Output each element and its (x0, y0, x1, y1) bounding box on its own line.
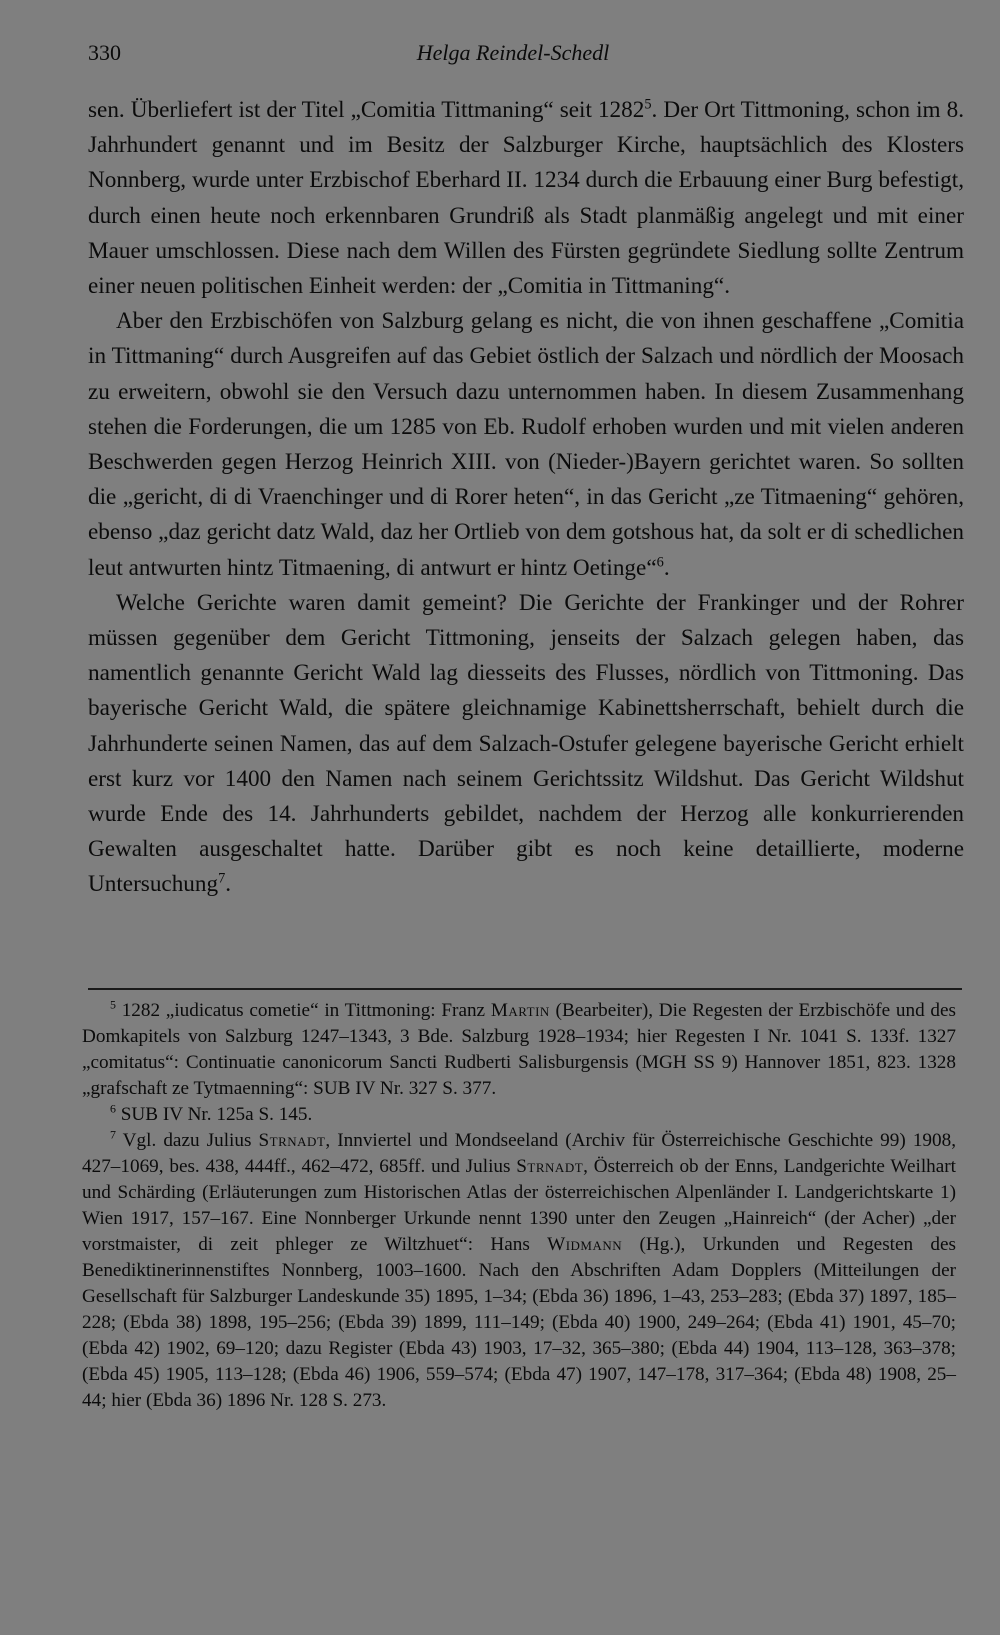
footnote-separator (88, 988, 962, 990)
footnotes (82, 998, 956, 1414)
footnote-ref-5: 5 (644, 96, 652, 113)
page-header (88, 38, 938, 68)
footnote-ref-7: 7 (218, 870, 226, 887)
footnote-7-number: 7 (110, 1127, 116, 1142)
footnote-6 (82, 1102, 956, 1128)
footnote-7-author-3: Widmann (547, 1234, 623, 1255)
footnote-7-author-2: Strnadt (516, 1156, 584, 1177)
paragraph-3-text-a: Welche Gerichte waren damit gemeint? Die Gerichte der Frankinger und der Rohrer müssen gegenüber dem Gericht Tittmoning, jenseits der Salzach gelegen haben, das namentlich genannte Gericht Wald lag diesseits des Flusses, nördlich von Tittmoning. Das bayerische Gericht Wald, die spätere gleichnamige Kabinettsherrschaft, behielt durch die Jahrhunderte seinen Namen, das auf dem Salzach-Ostufer gelegene bayerische Gericht erhielt erst kurz vor 1400 den Namen nach seinem Gerichtssitz Wildshut. Das Gericht Wildshut wurde Ende des 14. Jahrhunderts gebildet, nachdem der Herzog alle konkurrierenden Gewalten ausgeschaltet hatte. Darüber gibt es noch keine detaillierte, moderne Untersuchung (88, 589, 964, 898)
footnote-7 (82, 1128, 956, 1414)
footnote-5-text-a: 1282 „iudicatus cometie“ in Tittmoning: Franz (115, 1000, 491, 1021)
paragraph-2 (88, 304, 964, 586)
paragraph-3 (88, 586, 964, 903)
paragraph-1 (88, 93, 964, 304)
footnote-ref-6: 6 (656, 553, 664, 570)
paragraph-2-text-b: . (663, 554, 670, 581)
running-head-author: Helga Reindel-Schedl (416, 40, 610, 65)
footnote-5-number: 5 (110, 997, 116, 1012)
footnote-7-text-d: (Hg.), Urkunden und Regesten des Benediktinerinnenstiftes Nonnberg, 1003–1600. Nach den Abschriften Adam Dopplers (Mitteilungen der Gesellschaft für Salzburger Landeskunde 35) 1895, 1–34; (Ebda 36) 1896, 1–43, 253–283; (Ebda 37) 1897, 185–228; (Ebda 38) 1898, 195–256; (Ebda 39) 1899, 111–149; (Ebda 40) 1900, 249–264; (Ebda 41) 1901, 45–70; (Ebda 42) 1902, 69–120; dazu Register (Ebda 43) 1903, 17–32, 365–380; (Ebda 44) 1904, 113–128, 363–378; (Ebda 45) 1905, 113–128; (Ebda 46) 1906, 559–574; (Ebda 47) 1907, 147–178, 317–364; (Ebda 48) 1908, 25–44; hier (Ebda 36) 1896 Nr. 128 S. 273. (82, 1234, 956, 1411)
footnote-5-text-b: (Bearbeiter), Die Regesten der Erzbischöfe und des Domkapitels von Salzburg 1247–1343, 3 Bde. Salzburg 1928–1934; hier Regesten I Nr. 1041 S. 133f. 1327 „comitatus“: Continuatie canonicorum Sancti Rudberti Salisburgensis (MGH SS 9) Hannover 1851, 823. 1328 „grafschaft ze Tytmaenning“: SUB IV Nr. 327 S. 377. (82, 1000, 956, 1099)
footnote-7-text-c: , Österreich ob der Enns, Landgerichte Weilhart und Schärding (Erläuterungen zum Historischen Atlas der österreichischen Alpenländer I. Landgerichtskarte 1) Wien 1917, 157–167. Eine Nonnberger Urkunde nennt 1390 unter den Zeugen „Hainreich“ (der Acher) „der vorstmaister, di zeit phleger ze Wiltzhuet“: Hans (82, 1156, 956, 1255)
paragraph-2-text-a: Aber den Erzbischöfen von Salzburg gelang es nicht, die von ihnen geschaffene „Comitia in Tittmaning“ durch Ausgreifen auf das Gebiet östlich der Salzach und nördlich der Moosach zu erweitern, obwohl sie den Versuch dazu unternommen haben. In diesem Zusammenhang stehen die Forderungen, die um 1285 von Eb. Rudolf erhoben wurden und mit vielen anderen Beschwerden gegen Herzog Heinrich XIII. von (Nieder-)Bayern gerichtet waren. So sollten die „gericht, di di Vraenchinger und di Rorer heten“, in das Gericht „ze Titmaening“ gehören, ebenso „daz gericht datz Wald, daz her Ortlieb von dem gotshous hat, da solt er di schedlichen leut antwurten hintz Titmaening, di antwurt er hintz Oetinge“ (88, 308, 964, 581)
footnote-5 (82, 998, 956, 1102)
paragraph-3-text-b: . (225, 871, 232, 898)
footnote-7-author-1: Strnadt (258, 1130, 326, 1151)
main-text (88, 93, 964, 903)
footnote-7-text-a: Vgl. dazu Julius (115, 1130, 259, 1151)
paragraph-1-text-a: sen. Überliefert ist der Titel „Comitia Tittmaning“ seit 1282 (88, 97, 645, 123)
footnote-5-author: Martin (490, 1000, 550, 1021)
footnote-6-number: 6 (110, 1101, 116, 1116)
footnote-7-text-b: , Innviertel und Mondseeland (Archiv für Österreichische Geschichte 99) 1908, 427–1069, bes. 438, 444ff., 462–472, 685ff. und Julius (82, 1130, 956, 1177)
page-number: 330 (88, 40, 121, 65)
paragraph-1-text-b: . Der Ort Tittmoning, schon im 8. Jahrhundert genannt und im Besitz der Salzburger Kirche, hauptsächlich des Klosters Nonnberg, wurde unter Erzbischof Eberhard II. 1234 durch die Erbauung einer Burg befestigt, durch einen heute noch erkennbaren Grundriß als Stadt planmäßig angelegt und mit einer Mauer umschlossen. Diese nach dem Willen des Fürsten gegründete Siedlung sollte Zentrum einer neuen politischen Einheit werden: der „Comitia in Tittmaning“. (88, 97, 965, 300)
footnote-6-text-a: SUB IV Nr. 125a S. 145. (115, 1104, 313, 1125)
